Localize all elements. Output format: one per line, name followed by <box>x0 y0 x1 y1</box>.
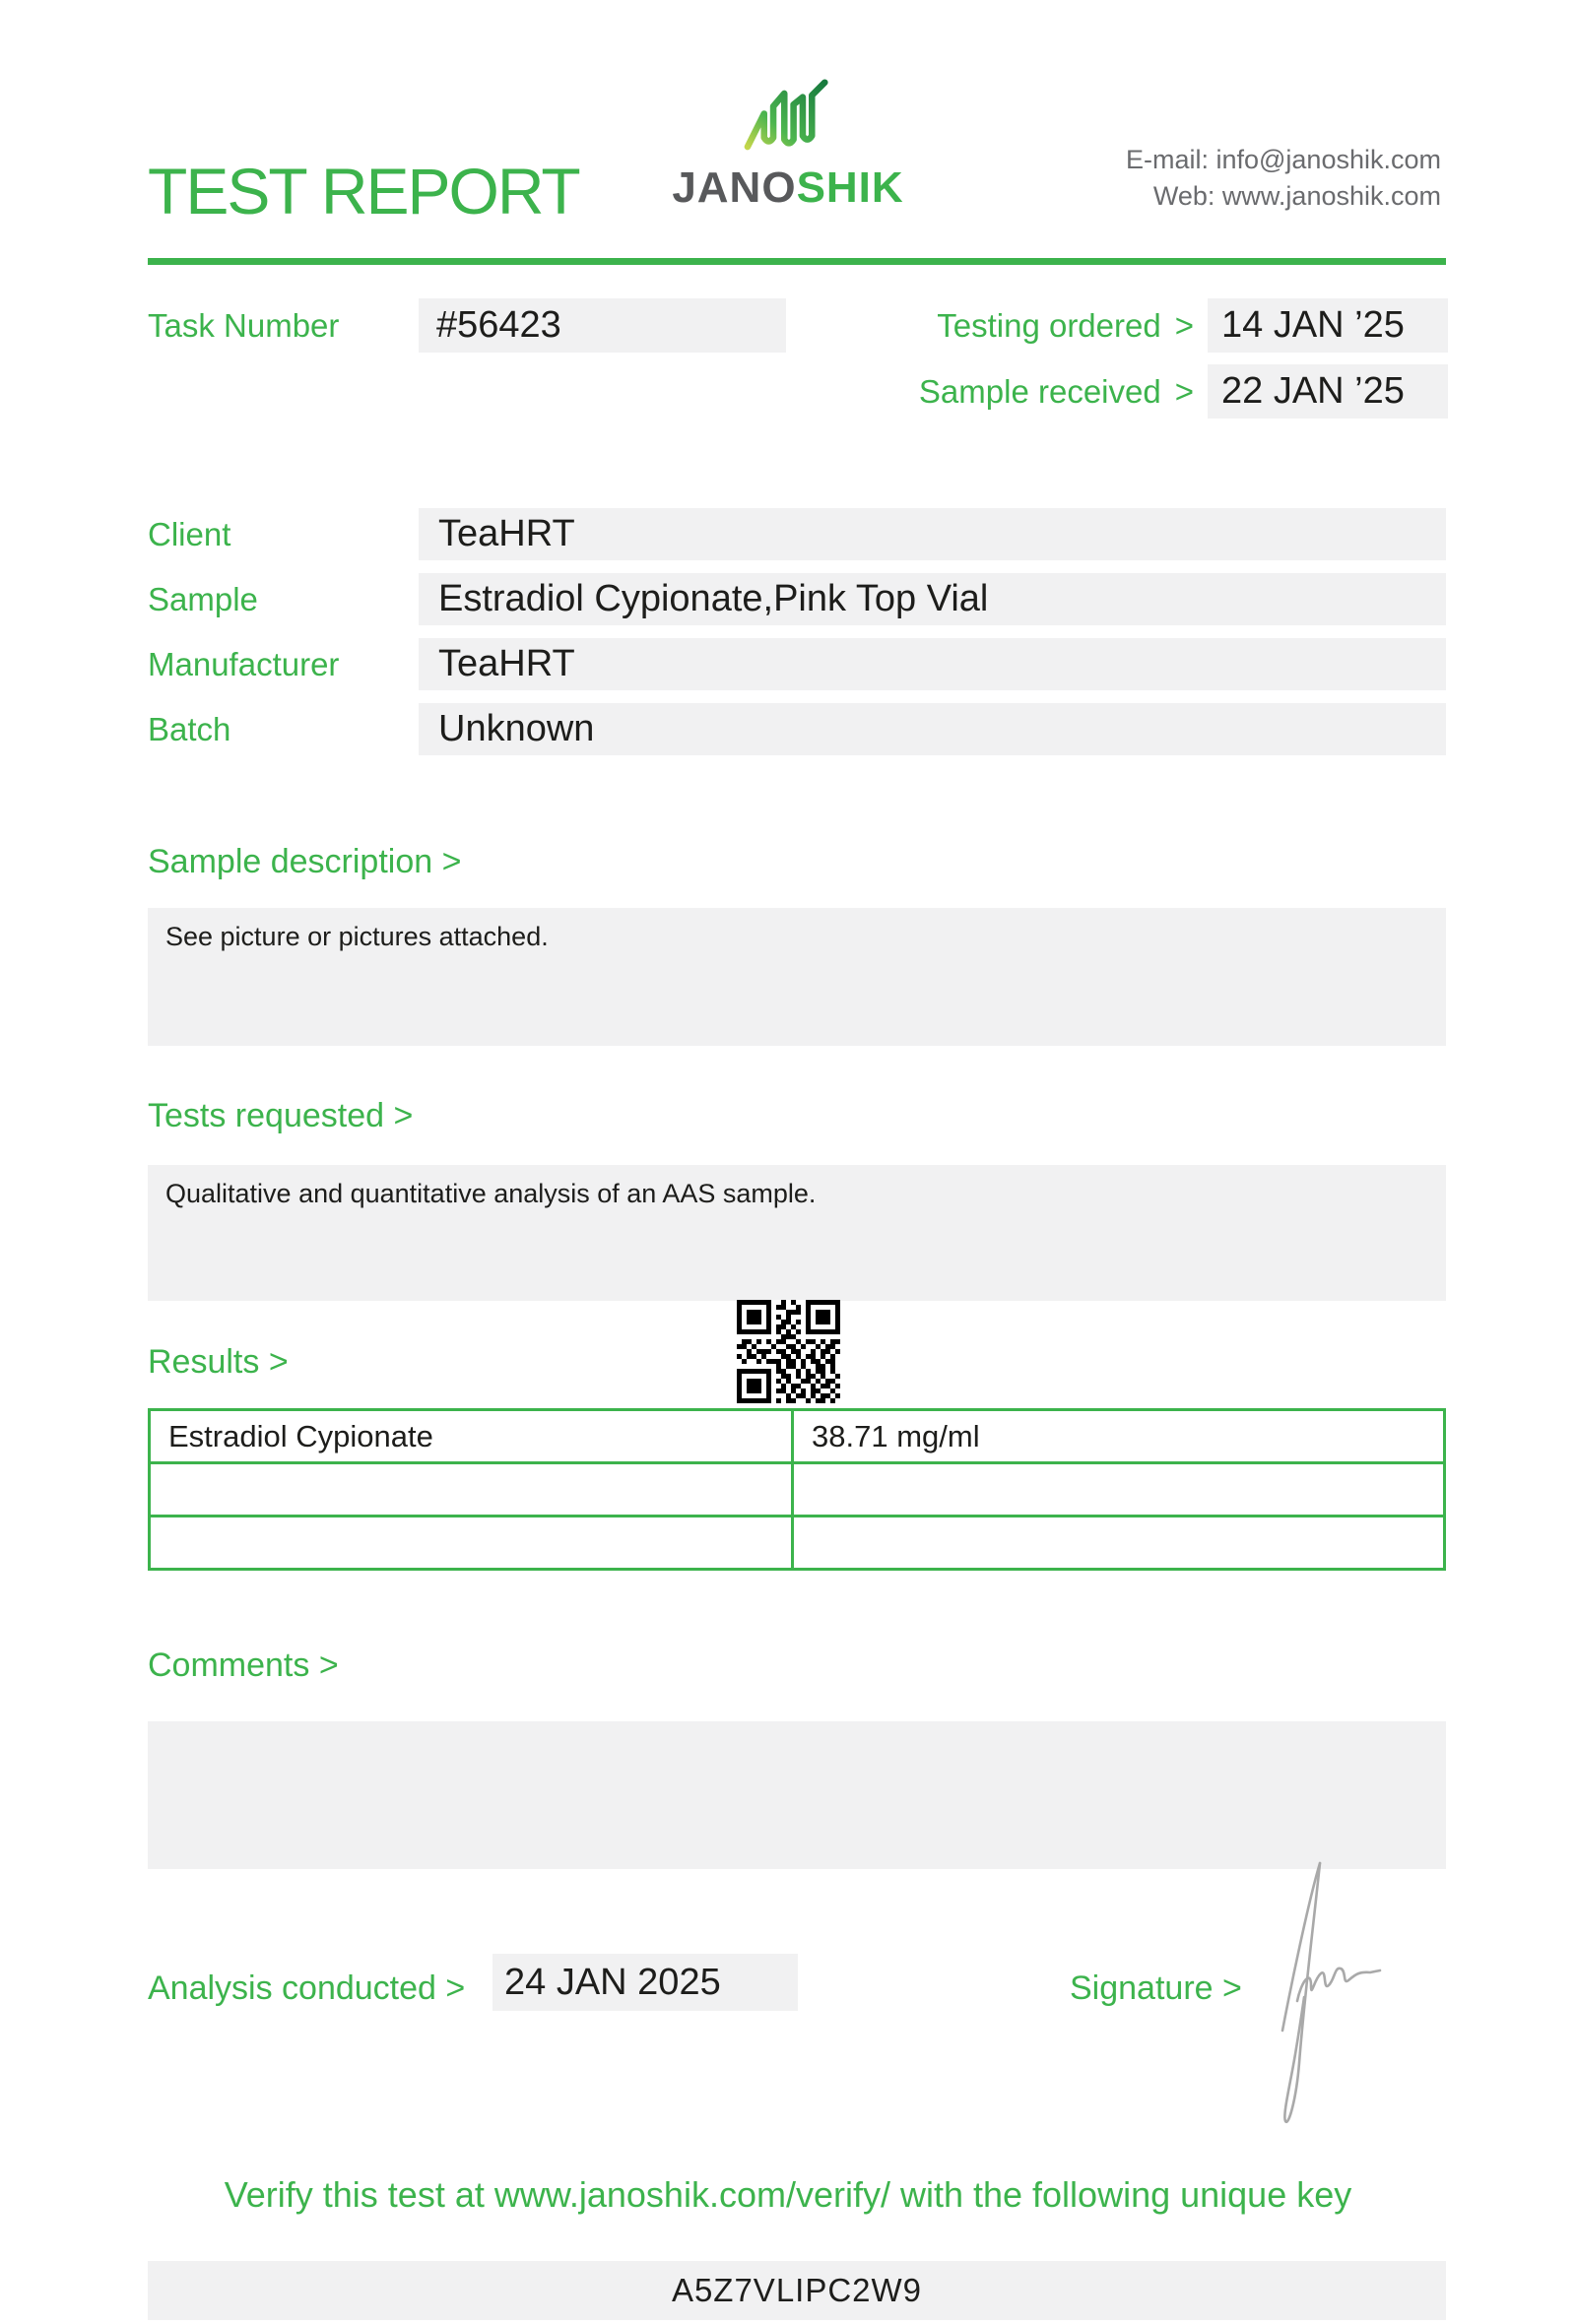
analysis-conducted-label: Analysis conducted > <box>148 1969 466 2007</box>
result-substance <box>151 1464 794 1515</box>
signature-mark <box>1269 1851 1397 2137</box>
batch-value: Unknown <box>419 703 1446 755</box>
logo-word-green: SHIK <box>796 163 904 212</box>
email-line: E-mail: info@janoshik.com <box>1125 145 1441 174</box>
task-number-value: #56423 <box>419 298 786 353</box>
results-table <box>148 1408 1446 1571</box>
client-label: Client <box>148 516 231 552</box>
sample-received-arrow: > <box>1174 372 1194 410</box>
task-number-label: Task Number <box>148 307 340 344</box>
testing-ordered-value: 14 JAN ’25 <box>1208 298 1448 353</box>
sample-label: Sample <box>148 581 258 617</box>
table-row <box>151 1515 1443 1568</box>
batch-row <box>148 703 1446 755</box>
sample-received-value: 22 JAN ’25 <box>1208 364 1448 419</box>
testing-ordered-arrow: > <box>1174 306 1194 344</box>
signature-label: Signature > <box>1070 1969 1242 2007</box>
sample-description-heading: Sample description > <box>148 843 462 880</box>
rising-chart-icon <box>734 79 842 161</box>
sample-received-row <box>919 364 1448 419</box>
sample-value: Estradiol Cypionate,Pink Top Vial <box>419 573 1446 625</box>
unique-key: A5Z7VLIPC2W9 <box>148 2261 1446 2320</box>
verify-instruction: Verify this test at www.janoshik.com/verify/ with the following unique key <box>224 2174 1352 2215</box>
client-value: TeaHRT <box>419 508 1446 560</box>
result-concentration <box>794 1464 1443 1515</box>
tests-requested-heading: Tests requested > <box>148 1097 414 1134</box>
manufacturer-value: TeaHRT <box>419 638 1446 690</box>
comments-box <box>148 1721 1446 1869</box>
batch-label: Batch <box>148 711 231 747</box>
manufacturer-row <box>148 638 1446 690</box>
table-row <box>151 1461 1443 1515</box>
result-concentration: 38.71 mg/ml <box>812 1419 980 1453</box>
logo-wordmark <box>640 163 936 213</box>
page-title: TEST REPORT <box>148 155 579 227</box>
qr-code <box>737 1300 840 1403</box>
tests-requested-box: Qualitative and quantitative analysis of an AAS sample. <box>148 1165 1446 1301</box>
analysis-conducted-value: 24 JAN 2025 <box>492 1954 798 2011</box>
table-row <box>151 1411 1443 1461</box>
comments-heading: Comments > <box>148 1646 339 1684</box>
sample-description-box: See picture or pictures attached. <box>148 908 1446 1046</box>
header-divider <box>148 258 1446 265</box>
logo-word-dark: JANO <box>672 163 797 212</box>
contact-block <box>1126 142 1441 215</box>
result-substance <box>151 1517 794 1568</box>
sample-received-label: Sample received <box>918 372 1161 410</box>
manufacturer-label: Manufacturer <box>148 646 340 682</box>
result-concentration <box>794 1517 1443 1568</box>
testing-ordered-label: Testing ordered <box>937 306 1161 344</box>
web-line: Web: www.janoshik.com <box>1152 181 1441 211</box>
sample-row <box>148 573 1446 625</box>
result-substance: Estradiol Cypionate <box>151 1411 794 1461</box>
results-heading: Results > <box>148 1343 289 1381</box>
testing-ordered-row <box>937 298 1448 353</box>
client-row <box>148 508 1446 560</box>
